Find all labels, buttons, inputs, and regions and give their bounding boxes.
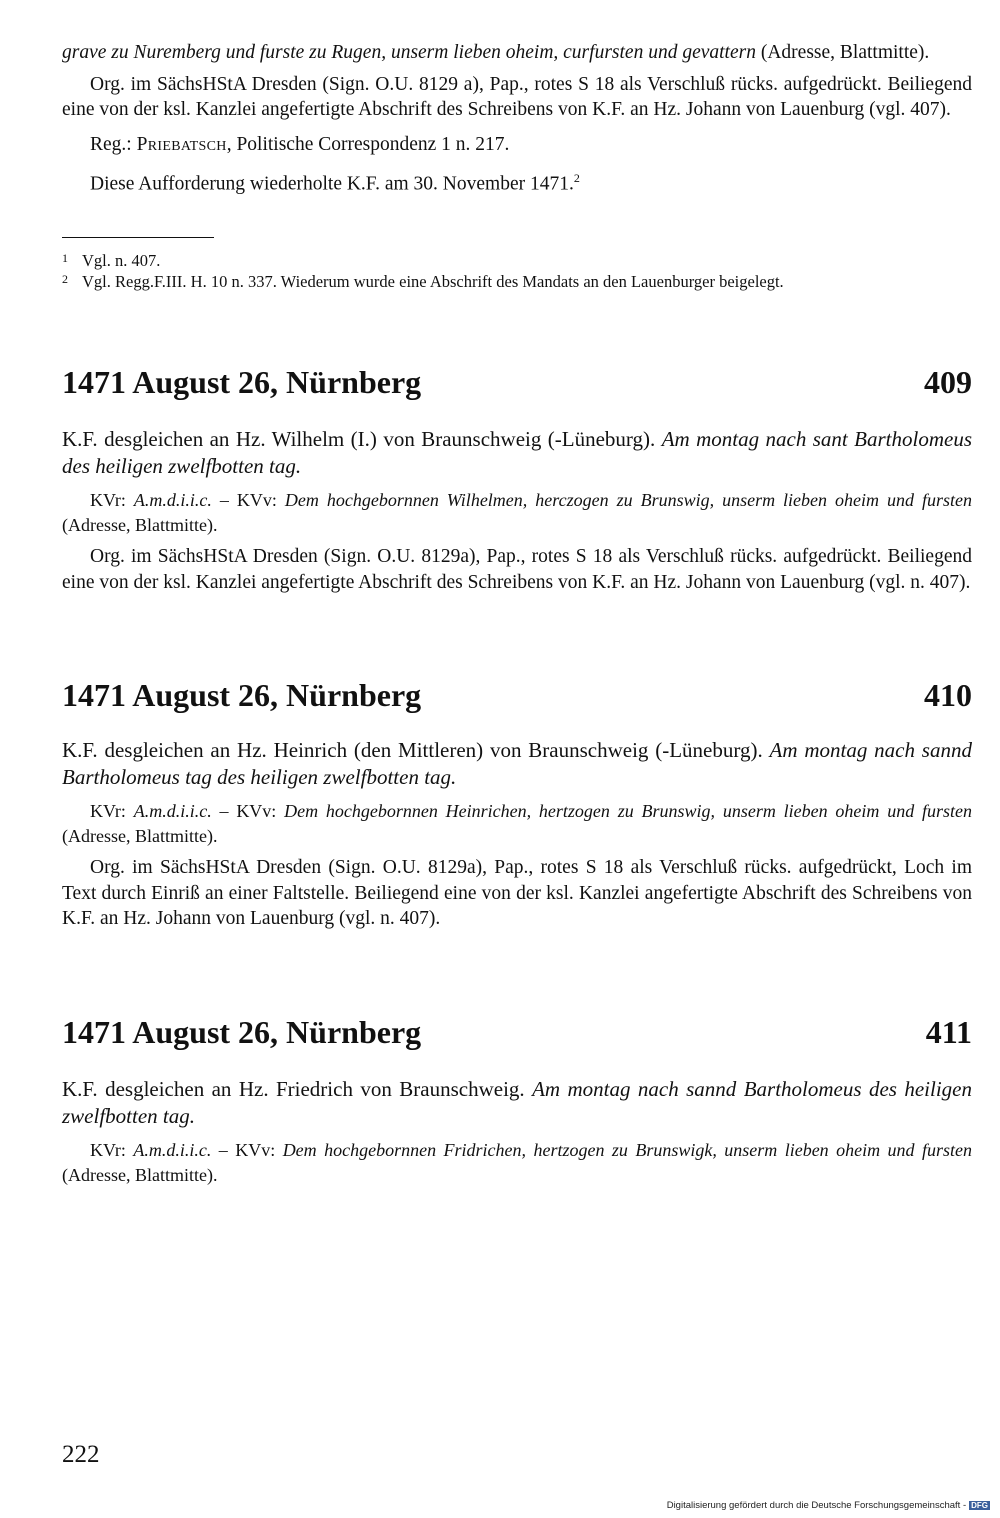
entry-heading [62,675,972,715]
digitization-credit: Digitalisierung gefördert durch die Deutsche Forschungsgemeinschaft - DFG [666,1500,988,1511]
repetition-note: Diese Aufforderung wiederholte K.F. am 30. November 1471.$^2$ [90,171,580,195]
dfg-logo: DFG [971,1501,988,1510]
entry-original: Org. im SächsHStA Dresden (Sign. O.U. 8129a), Pap., rotes S 18 als Verschluß rücks. aufgedrückt. Beiliegend eine von der ksl. Kanzlei angefertigte Abschrift des Schreibens von K.F. an Hz. Johann von Lauenburg (vgl. n. 407). [62,546,972,593]
entry-number: 409 [924,364,972,400]
footnote-divider [62,237,214,238]
original-note: Org. im SächsHStA Dresden (Sign. O.U. 8129 a), Pap., rotes S 18 als Verschluß rücks. aufgedrückt. Beiliegend eine von der ksl. Kanzlei angefertigte Abschrift des Schreibens von K.F. an Hz. Johann von Lauenburg (vgl. 407). [62,73,972,120]
footnote-mark: 2 [573,171,580,185]
page-number: 222 [62,1441,100,1468]
entry-number: 411 [925,1013,972,1050]
entry-410 [62,675,972,932]
entry-summary: K.F. desgleichen an Hz. Heinrich (den Mittleren) von Braunschweig (-Lüneburg). Am montag nach sannd Bartholomeus tag des heiligen zwelfbotten tag. [62,738,972,789]
entry-409 [62,362,972,595]
entry-original: Org. im SächsHStA Dresden (Sign. O.U. 8129a), Pap., rotes S 18 als Verschluß rücks. aufgedrückt, Loch im Text durch Einriß an einer Faltstelle. Beiliegend eine von der ksl. Kanzlei angefertigte Abschrift des Schreibens von K.F. an Hz. Johann von Lauenburg (vgl. n. 407). [62,857,972,929]
entry-411 [62,1012,972,1188]
continued-paragraph: grave zu Nuremberg und furste zu Rugen, unserm lieben oheim, curfursten und gevattern (Adresse, Blattmitte). [62,42,930,63]
footnote-2: 2 Vgl. Regg.F.III. H. 10 n. 337. Wiederum wurde eine Abschrift des Mandats an den Lauenburger beigelegt. [62,272,784,291]
entry-kanzleivermerk: KVr: A.m.d.i.i.c. – KVv: Dem hochgebornnen Fridrichen, hertzogen zu Brunswigk, unserm lieben oheim und fursten (Adresse, Blattmitte). [62,1139,972,1185]
entry-heading [62,1012,972,1052]
footnote-1: 1 Vgl. n. 407. [62,251,161,270]
entry-kanzleivermerk: KVr: A.m.d.i.i.c. – KVv: Dem hochgebornnen Heinrichen, hertzogen zu Brunswig, unserm lieben oheim und fursten (Adresse, Blattmitte). [62,801,972,846]
regest-reference: Reg.: Priebatsch, Politische Correspondenz 1 n. 217. [90,133,510,155]
entry-date-place: 1471 August 26, Nürnberg [62,1013,422,1050]
entry-summary: K.F. desgleichen an Hz. Wilhelm (I.) von Braunschweig (-Lüneburg). Am montag nach sant Bartholomeus des heiligen zwelfbotten tag. [62,427,972,478]
entry-summary: K.F. desgleichen an Hz. Friedrich von Braunschweig. Am montag nach sannd Bartholomeus des heiligen zwelfbotten tag. [62,1076,972,1128]
entry-date-place: 1471 August 26, Nürnberg [62,677,422,713]
entry-number: 410 [924,677,972,713]
entry-heading [62,362,972,402]
document-page [62,40,972,1188]
entry-kanzleivermerk: KVr: A.m.d.i.i.c. – KVv: Dem hochgebornnen Wilhelmen, herczogen zu Brunswig, unserm lieben oheim und fursten (Adresse, Blattmitte). [62,490,972,535]
entry-date-place: 1471 August 26, Nürnberg [62,364,422,400]
